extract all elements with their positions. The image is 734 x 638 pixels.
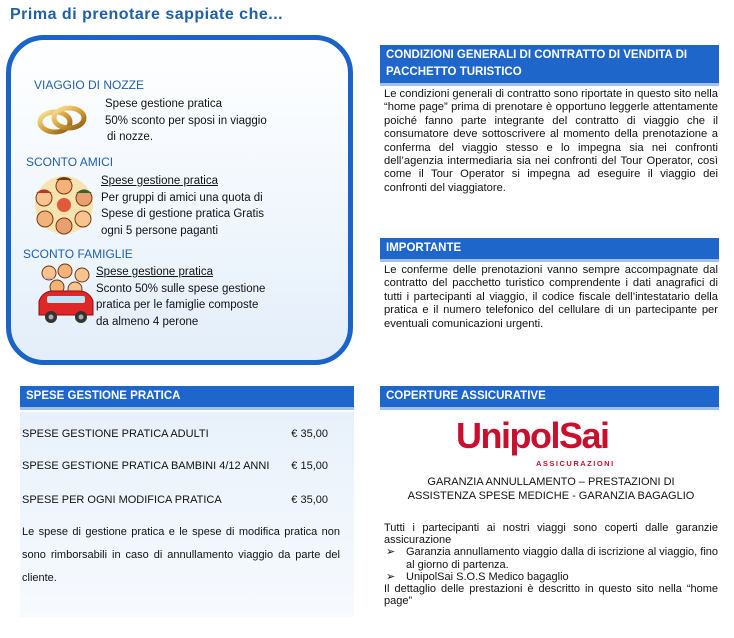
conditions-header: CONDIZIONI GENERALI DI CONTRATTO DI VENDITA DI PACCHETTO TURISTICO xyxy=(380,45,719,86)
wedding-text: Spese gestione pratica 50% sconto per sposi in viaggio di nozze. xyxy=(105,98,267,143)
page-title: Prima di prenotare sappiate che... xyxy=(10,6,284,23)
insurance-intro: Tutti i partecipanti ai nostri viaggi sono coperti dalle garanzie assicurazione xyxy=(384,522,718,547)
family-text: Spese gestione pratica Sconto 50% sulle spese gestione pratica per le famiglie composte da almeno 4 perone xyxy=(96,266,266,328)
wedding-rings-icon xyxy=(35,102,89,136)
important-text: Le conferme delle prenotazioni vanno sempre accompagnate dal contratto del pacchetto turistico comprendente i dati anagrafici di tutti i partecipanti al viaggio, il codice fiscale dell’intestatario della pratica e il numero telefonico del cellulare di un partecipante per eventuali comunicazioni urgenti. xyxy=(384,264,718,330)
arrow-bullet-icon: ➢ xyxy=(386,546,396,559)
fee-row-adults: SPESE GESTIONE PRATICA ADULTI € 35,00 xyxy=(22,428,328,440)
friends-group-icon xyxy=(29,174,99,236)
logo-wordmark: UnipolSai xyxy=(456,415,609,456)
arrow-bullet-icon: ➢ xyxy=(386,570,396,583)
insurance-bullet: ➢ Garanzia annullamento viaggio dalla di iscrizione al viaggio, fino al giorno di partenza. xyxy=(386,546,718,571)
important-header: IMPORTANTE xyxy=(380,238,719,262)
family-car-icon xyxy=(35,263,97,329)
insurance-header: COPERTURE ASSICURATIVE xyxy=(380,386,719,410)
friends-heading: SCONTO AMICI xyxy=(26,155,114,169)
wedding-heading: VIAGGIO DI NOZZE xyxy=(34,78,145,92)
fees-note: Le spese di gestione pratica e le spese di modifica pratica non sono rimborsabili in caso di annullamento viaggio da parte del cliente. xyxy=(22,526,340,584)
insurance-bullet: ➢ UnipolSai S.O.S Medico bagaglio xyxy=(386,570,569,583)
insurance-outro: Il dettaglio delle prestazioni è descritto in questo sito nella “home page” xyxy=(384,583,718,608)
fee-row-children: SPESE GESTIONE PRATICA BAMBINI 4/12 ANNI € 15,00 xyxy=(22,460,328,472)
friends-text: Spese gestione pratica Per gruppi di amici una quota di Spese di gestione pratica Gratis ogni 5 persone paganti xyxy=(101,175,265,237)
insurance-text xyxy=(384,522,718,607)
fee-row-modification: SPESE PER OGNI MODIFICA PRATICA € 35,00 xyxy=(22,494,328,506)
fees-header: SPESE GESTIONE PRATICA xyxy=(20,386,354,410)
unipolsai-logo xyxy=(448,415,628,471)
insurance-caption: GARANZIA ANNULLAMENTO – PRESTAZIONI DI ASSISTENZA SPESE MEDICHE - GARANZIA BAGAGLIO xyxy=(407,476,695,502)
promo-box xyxy=(6,35,353,365)
family-heading: SCONTO FAMIGLIE xyxy=(23,247,133,261)
logo-subtitle: ASSICURAZIONI xyxy=(536,459,615,468)
conditions-text: Le condizioni generali di contratto sono riportate in questo sito nella “home page” prima di prenotare è opportuno leggerle attentamente poiché fanno parte integrante del contratto di viaggio che il consumatore deve sottoscrivere al momento della prenotazione a conferma del viaggio stesso e lo impegna sia nei confronti dell’agenzia intermediaria sia nei confronti del Tour Operator, così come il Tour Operator si impegna ad eseguire il viaggio dei confronti del viaggiatore. xyxy=(384,88,718,194)
